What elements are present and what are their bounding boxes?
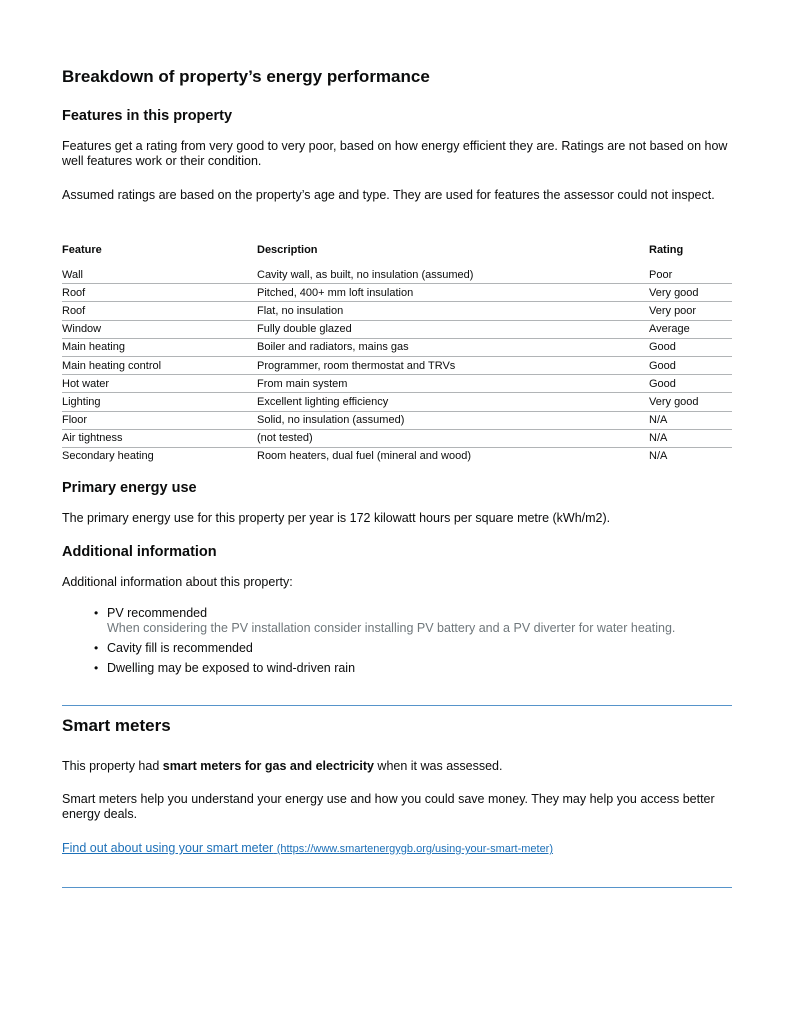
description-cell: Excellent lighting efficiency (257, 393, 649, 411)
smart-meter-link[interactable] (62, 841, 553, 855)
list-item-subtext: When considering the PV installation consider installing PV battery and a PV diverter for water heating. (107, 621, 676, 635)
description-cell: Boiler and radiators, mains gas (257, 338, 649, 356)
smart-meters-status-bold: smart meters for gas and electricity (162, 759, 374, 773)
table-row (62, 320, 732, 338)
rating-cell: Average (649, 320, 732, 338)
list-item-text: Cavity fill is recommended (107, 641, 253, 655)
description-cell: Flat, no insulation (257, 302, 649, 320)
primary-energy-heading: Primary energy use (62, 480, 197, 496)
smart-meters-status (62, 759, 732, 774)
list-item (107, 641, 675, 656)
rating-cell: Very poor (649, 302, 732, 320)
feature-cell: Lighting (62, 393, 257, 411)
additional-info-list (62, 606, 675, 681)
features-table (62, 240, 732, 465)
table-row (62, 447, 732, 465)
rating-cell: N/A (649, 429, 732, 447)
feature-cell: Main heating control (62, 356, 257, 374)
description-cell: Programmer, room thermostat and TRVs (257, 356, 649, 374)
table-row (62, 375, 732, 393)
features-intro-1: Features get a rating from very good to very poor, based on how energy efficient they are. Ratings are not based on how well features work or their condition. (62, 139, 728, 168)
description-cell: Cavity wall, as built, no insulation (assumed) (257, 266, 649, 284)
rating-cell: Good (649, 375, 732, 393)
description-cell: Fully double glazed (257, 320, 649, 338)
description-cell: Pitched, 400+ mm loft insulation (257, 284, 649, 302)
additional-info-heading: Additional information (62, 544, 217, 560)
column-header-feature: Feature (62, 244, 102, 256)
list-item-text: Dwelling may be exposed to wind-driven rain (107, 661, 356, 675)
description-cell: Room heaters, dual fuel (mineral and wood) (257, 450, 472, 463)
energy-performance-heading: Breakdown of property’s energy performance (62, 67, 430, 86)
smart-meter-link-url: (https://www.smartenergygb.org/using-your-smart-meter) (276, 843, 554, 855)
section-divider-bottom (62, 887, 732, 888)
rating-cell: N/A (649, 411, 732, 429)
description-cell: Solid, no insulation (assumed) (257, 411, 649, 429)
rating-cell: Good (649, 356, 732, 374)
table-row (62, 338, 732, 356)
description-cell: From main system (257, 375, 649, 393)
list-item (107, 661, 675, 676)
additional-info-intro: Additional information about this property: (62, 575, 293, 589)
feature-cell: Main heating (62, 338, 257, 356)
table-row (62, 284, 732, 302)
feature-cell: Roof (62, 302, 257, 320)
table-row (62, 302, 732, 320)
list-item-text: PV recommended (107, 606, 208, 620)
smart-meters-help: Smart meters help you understand your energy use and how you could save money. They may help you access better energy deals. (62, 792, 715, 821)
rating-cell: Very good (649, 393, 732, 411)
table-row (62, 393, 732, 411)
primary-energy-text: The primary energy use for this property per year is 172 kilowatt hours per square metre (kWh/m2). (62, 511, 611, 525)
rating-cell: Good (649, 338, 732, 356)
rating-cell: N/A (649, 450, 668, 463)
smart-meters-status-after: when it was assessed. (373, 759, 503, 773)
features-heading: Features in this property (62, 108, 233, 124)
rating-cell: Poor (649, 266, 732, 284)
description-cell: (not tested) (257, 429, 649, 447)
smart-meters-heading: Smart meters (62, 716, 171, 735)
features-table-header (62, 240, 732, 266)
feature-cell: Hot water (62, 375, 257, 393)
smart-meter-link-text: Find out about using your smart meter (62, 841, 274, 855)
column-header-rating: Rating (649, 244, 684, 256)
rating-cell: Very good (649, 284, 732, 302)
smart-meters-status-before: This property had (62, 759, 163, 773)
feature-cell: Secondary heating (62, 450, 154, 463)
smart-meter-link-line (62, 841, 732, 857)
feature-cell: Floor (62, 411, 257, 429)
table-row (62, 356, 732, 374)
features-intro-2: Assumed ratings are based on the property’s age and type. They are used for features the assessor could not inspect. (62, 188, 715, 202)
list-item (107, 606, 675, 636)
feature-cell: Air tightness (62, 429, 257, 447)
feature-cell: Roof (62, 284, 257, 302)
table-row (62, 411, 732, 429)
table-row (62, 266, 732, 284)
section-divider (62, 705, 732, 706)
feature-cell: Wall (62, 266, 257, 284)
table-row (62, 429, 732, 447)
feature-cell: Window (62, 320, 257, 338)
column-header-description: Description (257, 244, 318, 256)
